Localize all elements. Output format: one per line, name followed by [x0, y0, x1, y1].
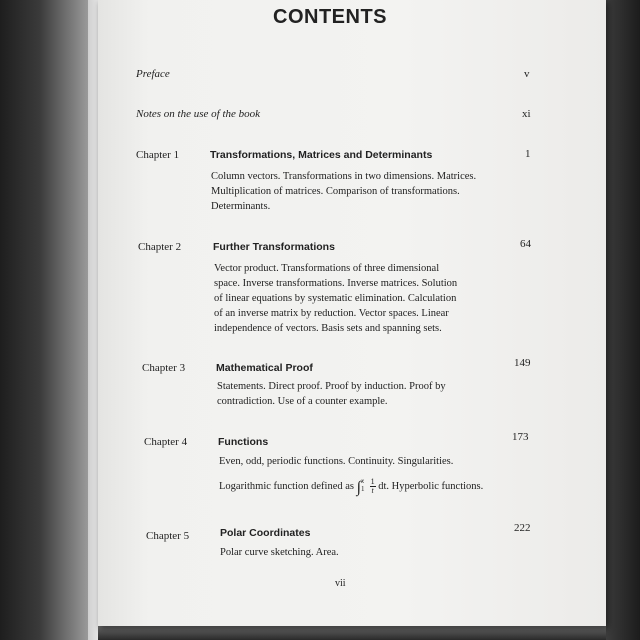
chapter-2-label: Chapter 2: [138, 241, 182, 253]
chapter-3-label: Chapter 3: [142, 362, 186, 374]
fraction-denominator: t: [371, 486, 374, 496]
description-line: independence of vectors. Basis sets and spanning sets.: [214, 323, 442, 334]
chapter-1-page: 1: [525, 148, 531, 160]
description-line: contradiction. Use of a counter example.: [217, 396, 388, 407]
page-folio-number: vii: [335, 578, 346, 589]
chapter-3-title: Mathematical Proof: [216, 362, 313, 374]
description-line: Determinants.: [211, 201, 271, 212]
contents-heading: CONTENTS: [273, 6, 387, 28]
chapter-3-page: 149: [514, 357, 531, 369]
dark-background-right: [606, 0, 640, 640]
chapter-5-label: Chapter 5: [146, 530, 190, 542]
book-page: [98, 0, 606, 626]
formula-line: [219, 475, 579, 495]
integrand-fraction: [370, 478, 376, 495]
chapter-5-page: 222: [514, 522, 531, 534]
description-line: space. Inverse transformations. Inverse matrices. Solution: [214, 278, 458, 289]
chapter-4-description: [219, 454, 579, 495]
toc-entry-notes-label: Notes on the use of the book: [136, 108, 261, 120]
chapter-1-title: Transformations, Matrices and Determinants: [210, 149, 433, 161]
description-line: Vector product. Transformations of three dimensional: [214, 263, 440, 274]
chapter-1-description: [211, 169, 531, 214]
fraction-numerator: 1: [370, 477, 375, 487]
description-line: of an inverse matrix by reduction. Vector spaces. Linear: [214, 308, 449, 319]
chapter-4-label: Chapter 4: [144, 436, 188, 448]
integral-limits: [361, 475, 367, 495]
formula-text-before: Logarithmic function defined as: [219, 481, 354, 492]
chapter-5-description: [220, 545, 540, 560]
chapter-5-title: Polar Coordinates: [220, 527, 311, 539]
chapter-2-page: 64: [520, 238, 531, 250]
description-line: of linear equations by systematic elimination. Calculation: [214, 293, 457, 304]
chapter-4-title: Functions: [218, 436, 269, 448]
description-line: Multiplication of matrices. Comparison of transformations.: [211, 186, 460, 197]
integral-sign-icon: ∫: [356, 479, 362, 496]
dark-background-bottom: [98, 626, 606, 640]
description-line: Column vectors. Transformations in two dimensions. Matrices.: [211, 171, 477, 182]
integral-upper-limit: x: [361, 477, 365, 485]
description-line: Even, odd, periodic functions. Continuity. Singularities.: [219, 456, 454, 467]
chapter-1-label: Chapter 1: [136, 149, 180, 161]
chapter-2-description: [214, 261, 534, 336]
description-line: Polar curve sketching. Area.: [220, 547, 339, 558]
chapter-2-title: Further Transformations: [213, 241, 335, 253]
chapter-4-page: 173: [512, 431, 529, 443]
dark-background-left: [0, 0, 98, 640]
toc-entry-notes-page: xi: [522, 108, 531, 120]
chapter-3-description: [217, 379, 537, 409]
toc-entry-preface-page: v: [524, 68, 530, 80]
formula-text-after: dt. Hyperbolic functions.: [378, 481, 484, 492]
toc-entry-preface-label: Preface: [136, 68, 170, 80]
integral-lower-limit: 1: [361, 485, 365, 493]
description-line: Statements. Direct proof. Proof by induction. Proof by: [217, 381, 446, 392]
